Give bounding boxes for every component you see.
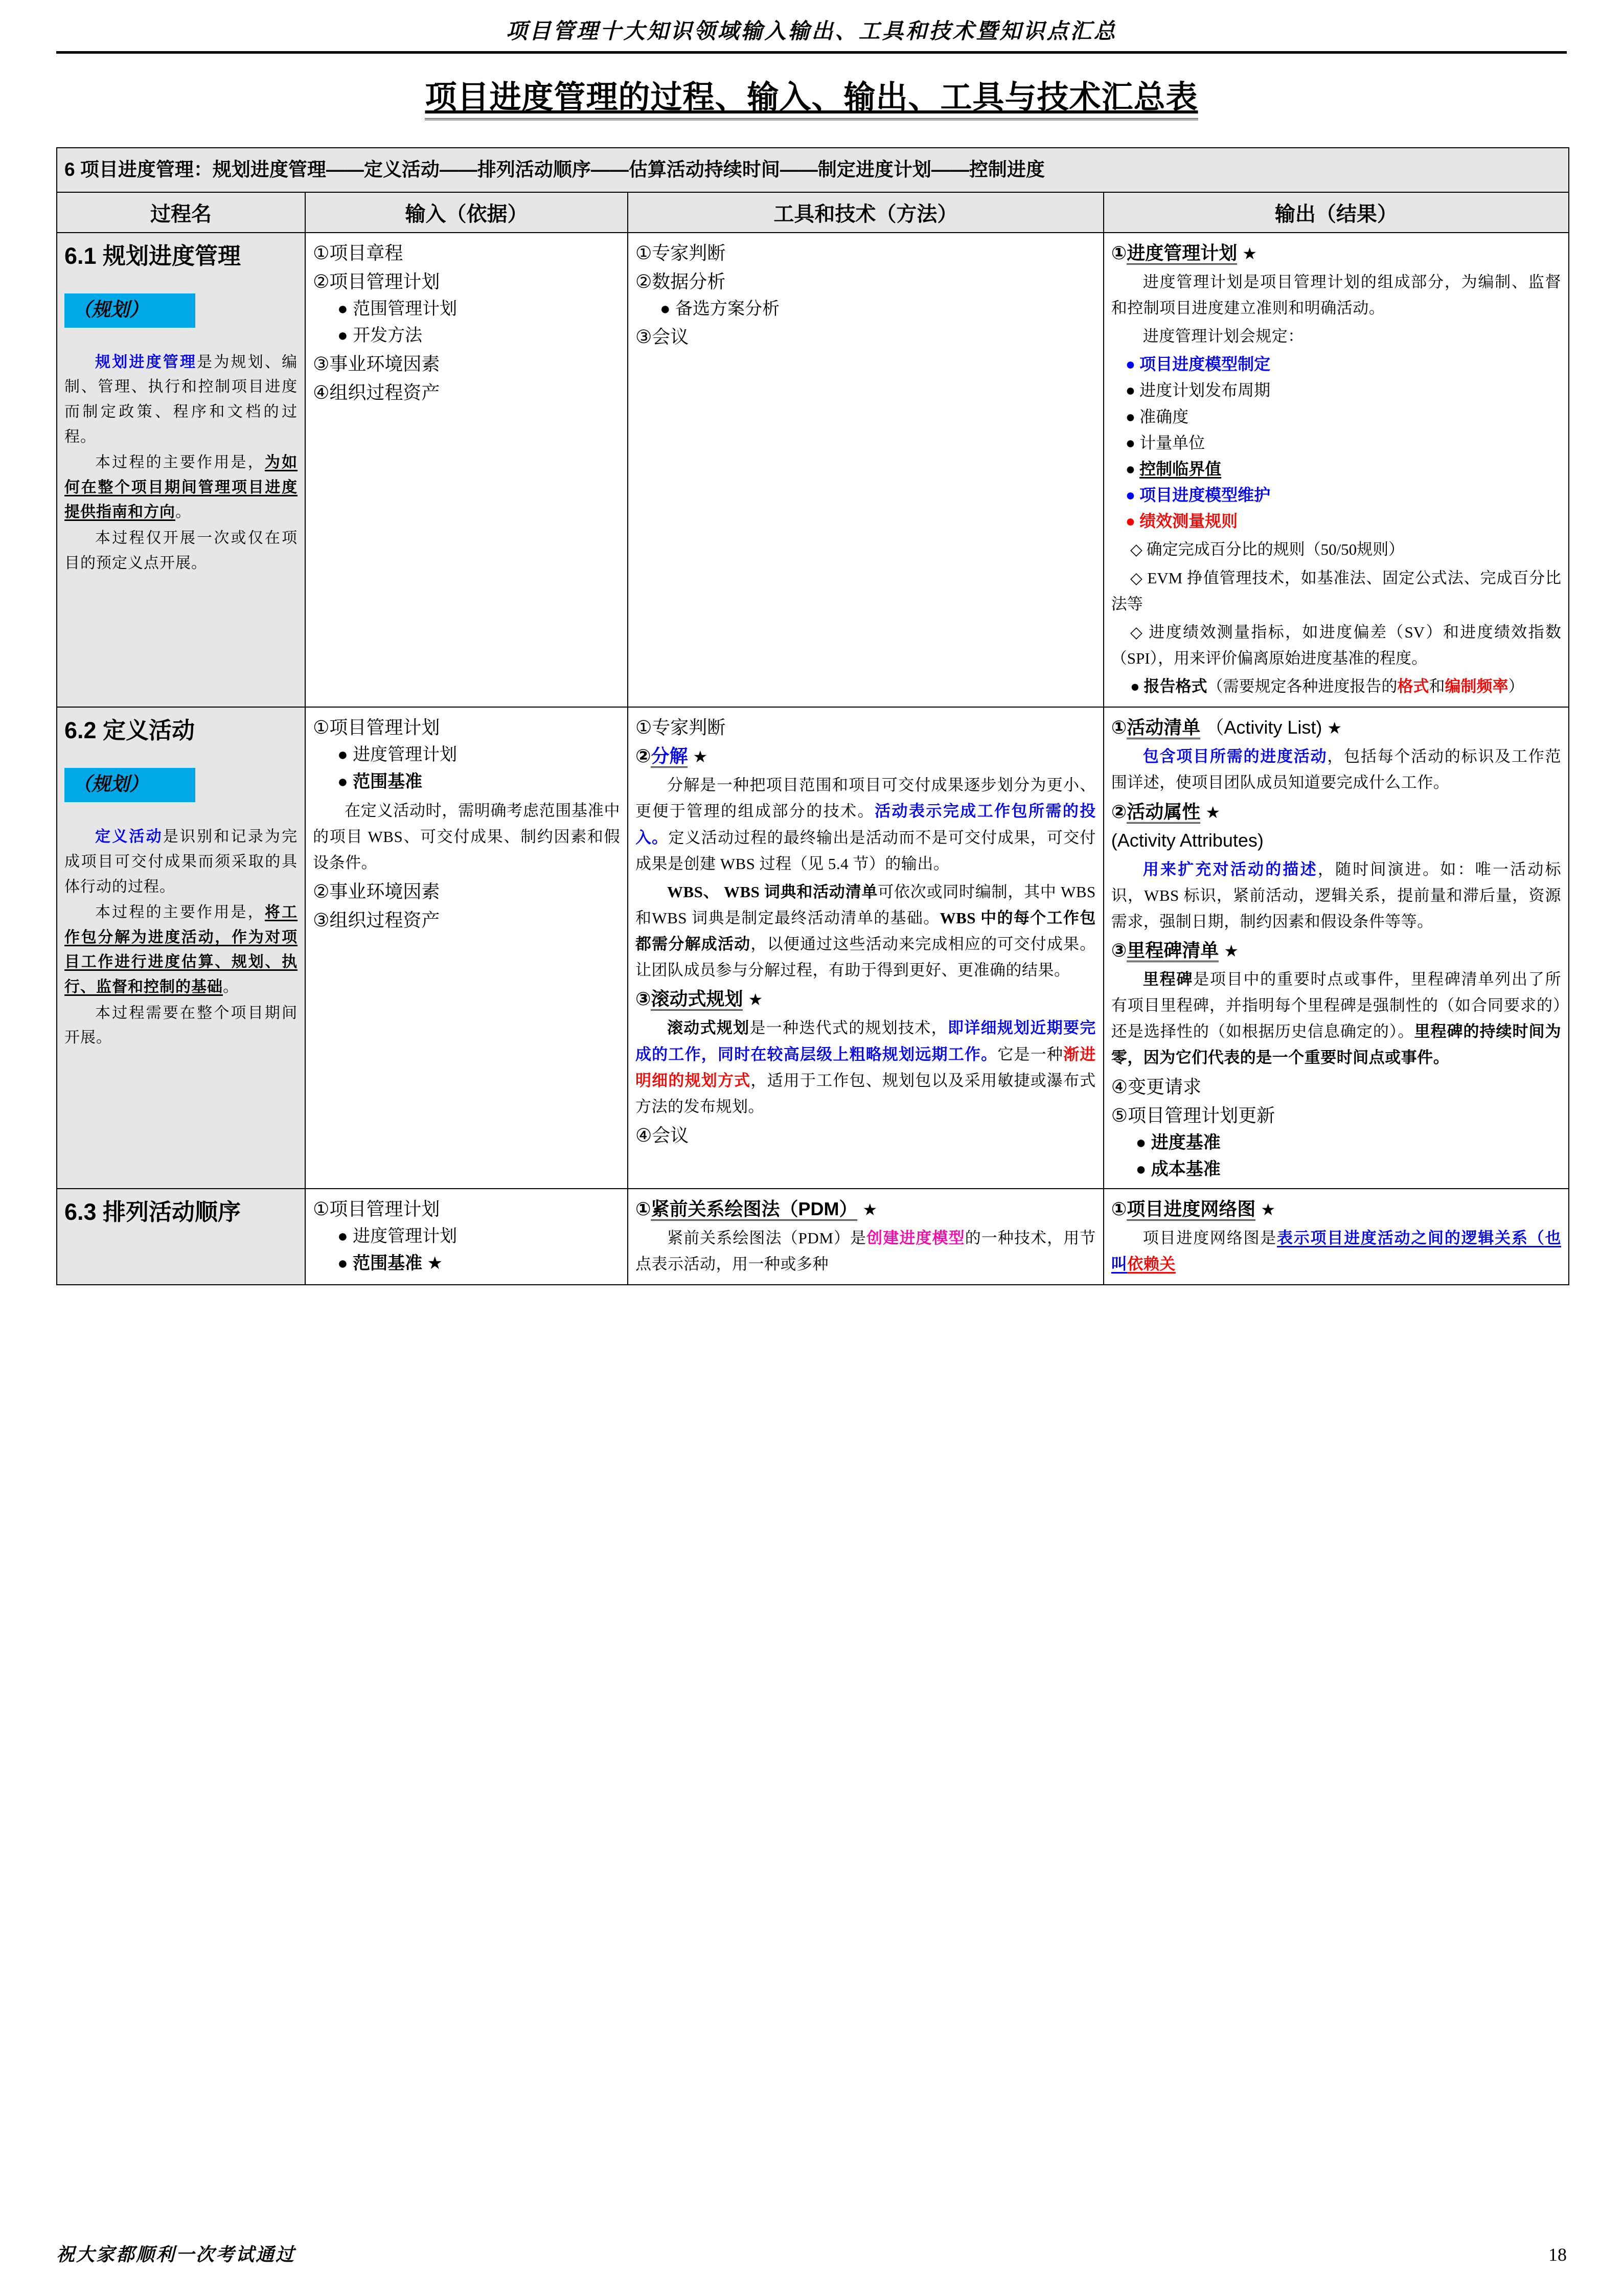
list-item: ● 进度计划发布周期 <box>1125 381 1271 400</box>
list-item: ◇ 进度绩效测量指标，如进度偏差（SV）和进度绩效指数（SPI），用来评价偏离原始进度基准的程度。 <box>1111 623 1561 668</box>
page-number: 18 <box>1548 2244 1567 2265</box>
tool-paragraph: 分解是一种把项目范围和项目可交付成果逐步划分为更小、更便于管理的组成部分的技术。活动表示完成工作包所需的投入。定义活动过程的最终输出是活动而不是可交付成果，可交付成果是创建 WBS 过程（见 5.4 节）的输出。 <box>635 776 1096 873</box>
outputs-cell-62 <box>1104 707 1569 1189</box>
star-icon: ★ <box>693 747 708 766</box>
list-item: ①项目章程 <box>313 242 403 263</box>
section-bar: 6 项目进度管理：规划进度管理——定义活动——排列活动顺序——估算活动持续时间——制定进度计划——控制进度 <box>57 148 1569 192</box>
title-emphasis: 项目进度管理 <box>425 80 619 115</box>
process-definition: 是识别和记录为完成项目可交付成果而须采取的具体行动的过程。 <box>64 828 298 895</box>
list-item: ● 范围基准 <box>337 772 423 792</box>
list-item: ● 进度管理计划 <box>337 1226 458 1246</box>
tool-number: ③ <box>635 988 651 1010</box>
output-paragraph: 包含项目所需的进度活动，包括每个活动的标识及工作范围详述，使项目团队成员知道要完成什么工作。 <box>1111 747 1562 792</box>
star-icon: ★ <box>862 1200 878 1219</box>
output-paragraph: 用来扩充对活动的描述，随时间演进。如：唯一活动标识，WBS 标识，紧前活动，逻辑关系，提前量和滞后量，资源需求，强制日期，制约因素和假设条件等等。 <box>1111 860 1562 930</box>
process-term: 规划进度管理 <box>95 353 197 371</box>
list-item: ● 项目进度模型制定 <box>1125 355 1271 374</box>
list-item: ● 报告格式（需要规定各种进度报告的格式和编制频率） <box>1130 677 1524 696</box>
list-item: ● 开发方法 <box>337 326 423 346</box>
col-header-outputs: 输出（结果） <box>1104 192 1569 233</box>
list-item: ◇ EVM 挣值管理技术，如基准法、固定公式法、完成百分比法等 <box>1111 569 1561 613</box>
list-item: ◇ 确定完成百分比的规则（50/50规则） <box>1130 540 1405 559</box>
process-purpose-pre: 本过程的主要作用是， <box>95 454 265 471</box>
star-icon: ★ <box>1242 244 1257 263</box>
table-header-row <box>57 192 1569 233</box>
output-heading <box>1111 1195 1561 1223</box>
list-item: ③组织过程资产 <box>313 910 440 931</box>
section-bar-row <box>57 148 1569 192</box>
outputs-cell-63 <box>1104 1189 1569 1285</box>
list-item: ①项目管理计划 <box>313 1198 440 1219</box>
process-cell-61 <box>57 233 305 708</box>
list-item: ②事业环境因素 <box>313 881 440 902</box>
tools-cell-63 <box>628 1189 1104 1285</box>
col-header-process: 过程名 <box>57 192 305 233</box>
knowledge-area-table <box>56 147 1569 1285</box>
list-item: ②项目管理计划 <box>313 270 440 292</box>
tools-cell-62 <box>628 707 1104 1189</box>
footer-wish: 祝大家都顺利一次考试通过 <box>56 2244 296 2265</box>
output-title-en: （Activity List) <box>1205 717 1322 738</box>
process-description <box>64 825 298 1050</box>
list-item: ⑤项目管理计划更新 <box>1111 1104 1275 1126</box>
process-title: 6.3 排列活动顺序 <box>64 1198 241 1225</box>
list-item: ● 进度管理计划 <box>337 745 458 765</box>
header-rule <box>56 51 1567 54</box>
list-item: ①专家判断 <box>635 717 726 738</box>
list-item: ● 范围管理计划 <box>337 299 458 319</box>
list-item: ● 备选方案分析 <box>659 299 780 319</box>
process-term: 定义活动 <box>95 828 163 846</box>
star-icon: ★ <box>748 990 763 1009</box>
list-item: ● 成本基准 <box>1135 1160 1221 1179</box>
output-number: ① <box>1111 717 1127 738</box>
list-item: ● 绩效测量规则 <box>1125 512 1238 531</box>
output-paragraph: 里程碑是项目中的重要时点或事件，里程碑清单列出了所有项目里程碑，并指明每个里程碑是强制性的（如合同要求的）还是选择性的（如根据历史信息确定的）。里程碑的持续时间为零，因为它们代表的是一个重要时间点或事件。 <box>1111 970 1562 1067</box>
list-item: ①项目管理计划 <box>313 717 440 738</box>
output-heading <box>1111 239 1561 267</box>
tool-paragraph: 紧前关系绘图法（PDM）是创建进度模型的一种技术，用节点表示活动，用一种或多种 <box>635 1229 1096 1274</box>
tool-heading <box>635 1195 1096 1223</box>
title-rest: 的过程、输入、输出、工具与技术汇总表 <box>618 80 1198 115</box>
list-item: ④组织过程资产 <box>313 382 440 403</box>
output-paragraph: 进度管理计划是项目管理计划的组成部分，为编制、监督和控制项目进度建立准则和明确活动。 <box>1111 272 1561 317</box>
list-item: ④会议 <box>635 1125 689 1146</box>
list-item: ● 准确度 <box>1125 407 1189 426</box>
table-row <box>57 233 1569 708</box>
process-description <box>64 350 298 576</box>
table-row <box>57 707 1569 1189</box>
col-header-tools: 工具和技术（方法） <box>628 192 1104 233</box>
tool-heading <box>635 985 1096 1013</box>
output-title: 活动清单 <box>1127 717 1200 739</box>
star-icon: ★ <box>1205 803 1220 822</box>
list-item: ● 进度基准 <box>1135 1132 1221 1152</box>
tool-number: ② <box>635 745 651 767</box>
output-number: ② <box>1111 801 1127 822</box>
output-title: 里程碑清单 <box>1127 940 1219 962</box>
process-purpose-post: 。 <box>223 978 239 995</box>
process-purpose-key: 将工作包分解为进度活动，作为对项目工作进行进度估算、规划、执行、监督和控制的基础 <box>64 904 298 995</box>
tool-title: 分解 <box>651 745 688 768</box>
process-purpose-pre: 本过程的主要作用是， <box>95 904 265 921</box>
process-cell-63 <box>57 1189 305 1285</box>
list-item: ● 计量单位 <box>1125 433 1205 452</box>
output-number: ① <box>1111 1198 1127 1219</box>
list-item: ● 控制临界值 <box>1125 459 1222 478</box>
tool-title: 紧前关系绘图法（PDM） <box>651 1198 857 1221</box>
tool-heading <box>635 742 1096 770</box>
output-heading <box>1111 798 1561 826</box>
output-title: 进度管理计划 <box>1127 242 1237 265</box>
output-number: ③ <box>1111 940 1127 961</box>
status-badge: （规划） <box>64 293 195 328</box>
inputs-cell-63 <box>305 1189 628 1285</box>
output-paragraph: 项目进度网络图是表示项目进度活动之间的逻辑关系（也叫依赖关 <box>1111 1229 1561 1274</box>
output-number: ① <box>1111 242 1127 263</box>
tool-paragraph: WBS、 WBS 词典和活动清单可依次或同时编制，其中 WBS 和WBS 词典是制定最终活动清单的基础。WBS 中的每个工作包都需分解成活动，以便通过这些活动来完成相应的可交付成果。让团队成员参与分解过程，有助于得到更好、更准确的结果。 <box>635 882 1096 980</box>
output-paragraph: 进度管理计划会规定： <box>1142 327 1304 346</box>
tool-number: ① <box>635 1198 651 1219</box>
process-title: 6.1 规划进度管理 <box>64 242 241 269</box>
output-heading <box>1111 714 1561 741</box>
process-cell-62 <box>57 707 305 1189</box>
list-item: ④变更请求 <box>1111 1076 1202 1097</box>
star-icon: ★ <box>1261 1200 1275 1219</box>
running-header: 项目管理十大知识领域输入输出、工具和技术暨知识点汇总 <box>506 20 1117 43</box>
table-row <box>57 1189 1569 1285</box>
list-item: ②数据分析 <box>635 270 726 292</box>
output-title-en: (Activity Attributes) <box>1111 829 1264 851</box>
inputs-cell-61 <box>305 233 628 708</box>
tool-paragraph: 滚动式规划是一种迭代式的规划技术，即详细规划近期要完成的工作，同时在较高层级上粗略规划远期工作。它是一种渐进明细的规划方式，适用于工作包、规划包以及采用敏捷或瀑布式方法的发布规划。 <box>635 1019 1096 1116</box>
process-definition: 是为规划、编制、管理、执行和控制项目进度而制定政策、程序和文档的过程。 <box>64 353 298 445</box>
output-title: 项目进度网络图 <box>1127 1198 1255 1221</box>
list-item: ①专家判断 <box>635 242 726 263</box>
outputs-cell-61 <box>1104 233 1569 708</box>
page-footer <box>56 2240 1567 2266</box>
list-item: ③事业环境因素 <box>313 353 440 375</box>
output-title: 活动属性 <box>1127 801 1200 824</box>
tools-cell-61 <box>628 233 1104 708</box>
list-item: ● 项目进度模型维护 <box>1125 486 1271 505</box>
process-frequency: 本过程需要在整个项目期间开展。 <box>64 1004 298 1047</box>
inputs-note: 在定义活动时，需明确考虑范围基准中的项目 WBS、可交付成果、制约因素和假设条件。 <box>313 801 620 872</box>
output-heading <box>1111 937 1561 964</box>
status-badge: （规划） <box>64 768 195 802</box>
tool-title: 滚动式规划 <box>651 988 743 1011</box>
col-header-inputs: 输入（依据） <box>305 192 628 233</box>
star-icon: ★ <box>1224 942 1239 961</box>
list-item: ③会议 <box>635 326 689 348</box>
process-purpose-post: 。 <box>175 504 191 521</box>
inputs-cell-62 <box>305 707 628 1189</box>
process-frequency: 本过程仅开展一次或仅在项目的预定义点开展。 <box>64 530 298 572</box>
process-purpose-key: 为如何在整个项目期间管理项目进度提供指南和方向 <box>64 454 298 521</box>
page-title <box>0 72 1623 117</box>
process-title: 6.2 定义活动 <box>64 717 195 744</box>
list-item: ● 范围基准 ★ <box>337 1253 443 1273</box>
star-icon: ★ <box>1327 719 1342 738</box>
